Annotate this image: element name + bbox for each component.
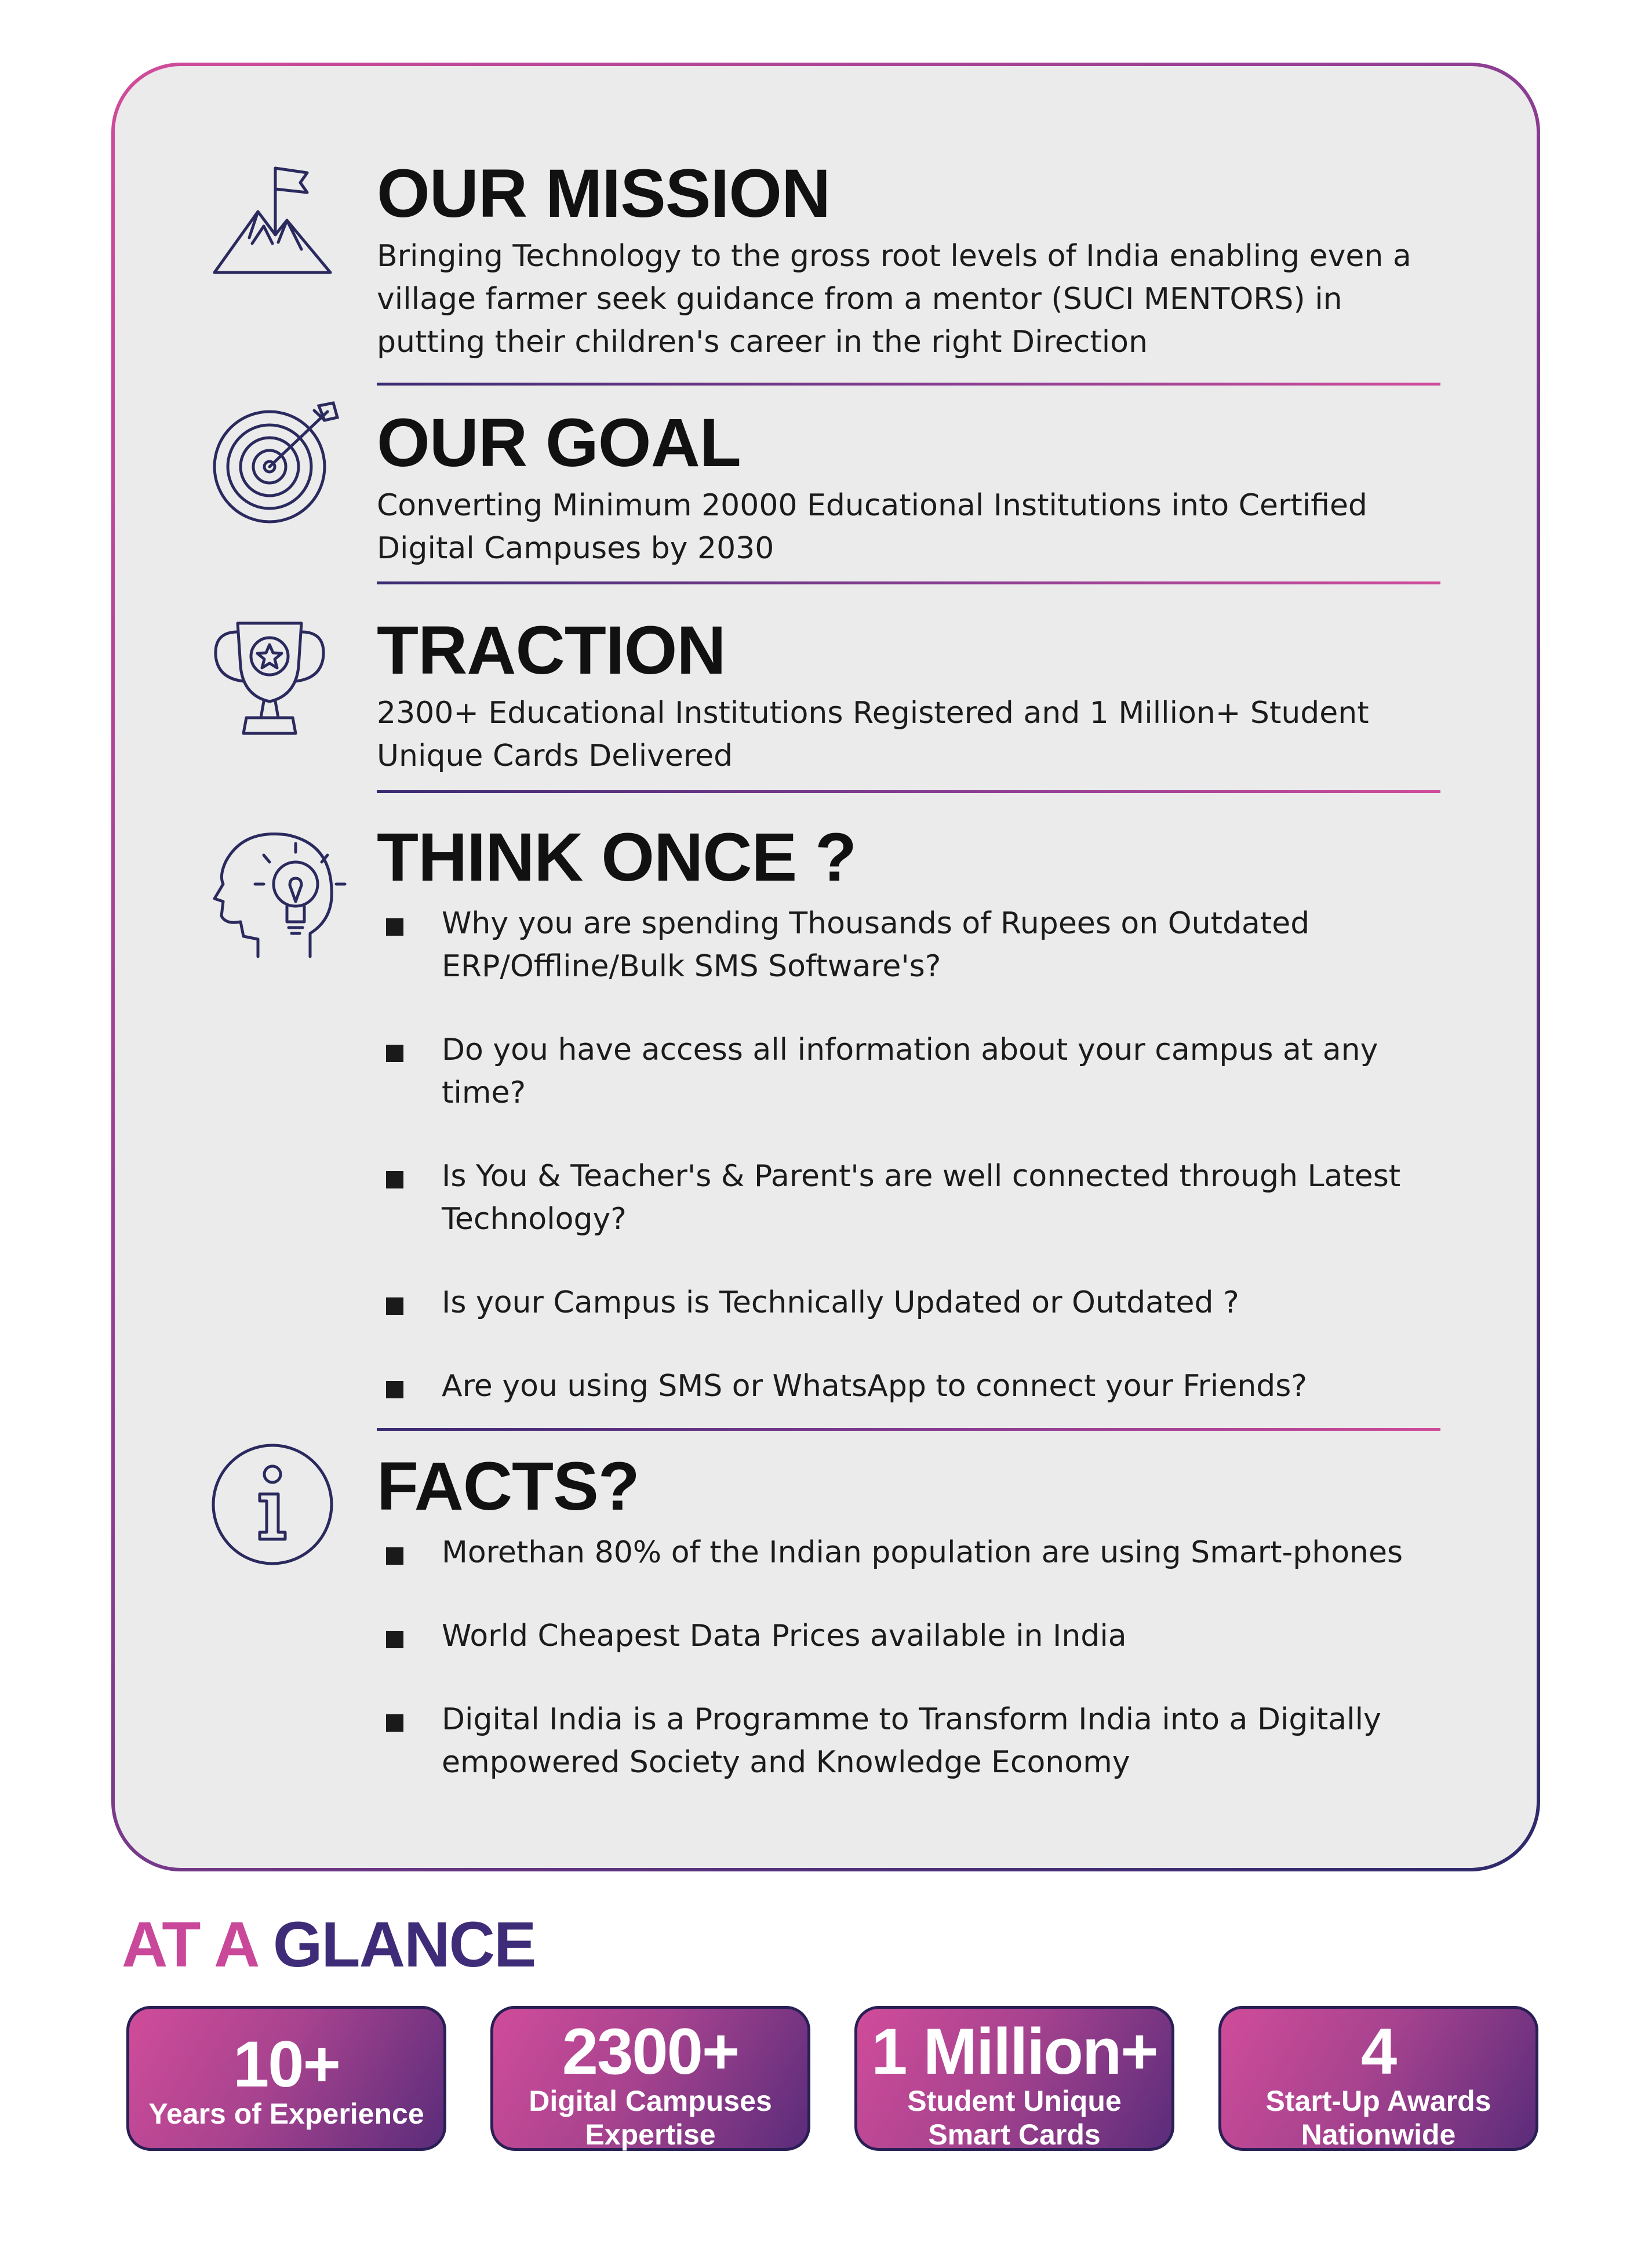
list-item	[377, 1281, 1427, 1324]
at-a-glance-heading	[122, 1909, 536, 1980]
bullet-square-icon	[386, 1631, 403, 1648]
list-item	[377, 1155, 1427, 1241]
stat-label: Digital Campuses	[529, 2085, 772, 2117]
think-once-list	[377, 902, 1478, 1408]
list-item	[377, 1615, 1427, 1657]
section-divider	[377, 383, 1440, 386]
bullet-square-icon	[386, 1714, 403, 1732]
stat-label: Years of Experience	[148, 2098, 424, 2130]
facts-heading: FACTS?	[377, 1448, 639, 1525]
traction-heading: TRACTION	[377, 612, 726, 689]
list-item-text: Is your Campus is Technically Updated or Outdated ?	[442, 1285, 1239, 1320]
section-divider	[377, 1428, 1440, 1431]
traction-section	[377, 612, 1478, 777]
head-lightbulb-icon	[209, 820, 354, 962]
stat-label: Nationwide	[1301, 2118, 1456, 2151]
info-icon	[209, 1441, 336, 1568]
stat-label: Start-Up Awards	[1265, 2085, 1491, 2117]
stat-card-awards	[1218, 2006, 1538, 2151]
list-item-text: Morethan 80% of the Indian population are using Smart-phones	[442, 1535, 1403, 1570]
list-item-text: Why you are spending Thousands of Rupees on Outdated ERP/Offline/Bulk SMS Software's?	[442, 906, 1310, 984]
stat-number: 1 Million+	[871, 2015, 1158, 2088]
mission-heading: OUR MISSION	[377, 155, 831, 232]
think-once-heading: THINK ONCE ?	[377, 819, 857, 896]
bullet-square-icon	[386, 918, 403, 936]
mountain-flag-icon	[209, 157, 336, 278]
list-item	[377, 1365, 1427, 1408]
stat-number: 4	[1360, 2015, 1396, 2088]
bullet-square-icon	[386, 1297, 403, 1315]
goal-heading: OUR GOAL	[377, 405, 741, 481]
list-item	[377, 1531, 1427, 1574]
list-item-text: Are you using SMS or WhatsApp to connect your Friends?	[442, 1369, 1307, 1404]
stat-card-campuses	[490, 2006, 810, 2151]
bullet-square-icon	[386, 1381, 403, 1398]
mission-section	[377, 155, 1478, 363]
mission-text: Bringing Technology to the gross root levels of India enabling even a village farmer seek guidance from a mentor (SUCI MENTORS) in putting their children's career in the right Direction	[377, 239, 1411, 359]
bullet-square-icon	[386, 1547, 403, 1565]
bullet-square-icon	[386, 1045, 403, 1062]
stat-card-smart-cards	[854, 2006, 1174, 2151]
stat-label: Smart Cards	[928, 2118, 1101, 2151]
goal-section	[377, 405, 1478, 570]
section-divider	[377, 790, 1440, 793]
stat-label: Student Unique	[907, 2085, 1122, 2117]
list-item	[377, 902, 1427, 988]
goal-text: Converting Minimum 20000 Educational Institutions into Certified Digital Campuses by 2030	[377, 488, 1367, 566]
stat-label: Expertise	[585, 2118, 716, 2151]
list-item	[377, 1698, 1427, 1784]
trophy-icon	[209, 615, 330, 742]
facts-list	[377, 1531, 1478, 1784]
stat-card-experience	[126, 2006, 446, 2151]
stat-number: 2300+	[562, 2015, 739, 2088]
facts-section	[377, 1448, 1478, 1784]
section-divider	[377, 581, 1440, 584]
list-item	[377, 1028, 1427, 1114]
list-item-text: Do you have access all information about your campus at any time?	[442, 1033, 1378, 1110]
traction-text: 2300+ Educational Institutions Registered and 1 Million+ Student Unique Cards Delivered	[377, 696, 1369, 773]
stat-number: 10+	[233, 2028, 340, 2100]
glance-title-part2: GLANCE	[272, 1909, 536, 1980]
think-once-section	[377, 819, 1478, 1408]
bullet-square-icon	[386, 1171, 403, 1188]
list-item-text: Is You & Teacher's & Parent's are well connected through Latest Technology?	[442, 1159, 1401, 1237]
list-item-text: World Cheapest Data Prices available in India	[442, 1619, 1127, 1653]
glance-title-part1: AT A	[122, 1909, 273, 1980]
list-item-text: Digital India is a Programme to Transform India into a Digitally empowered Society and Knowledge Economy	[442, 1702, 1381, 1780]
target-arrow-icon	[209, 394, 348, 528]
